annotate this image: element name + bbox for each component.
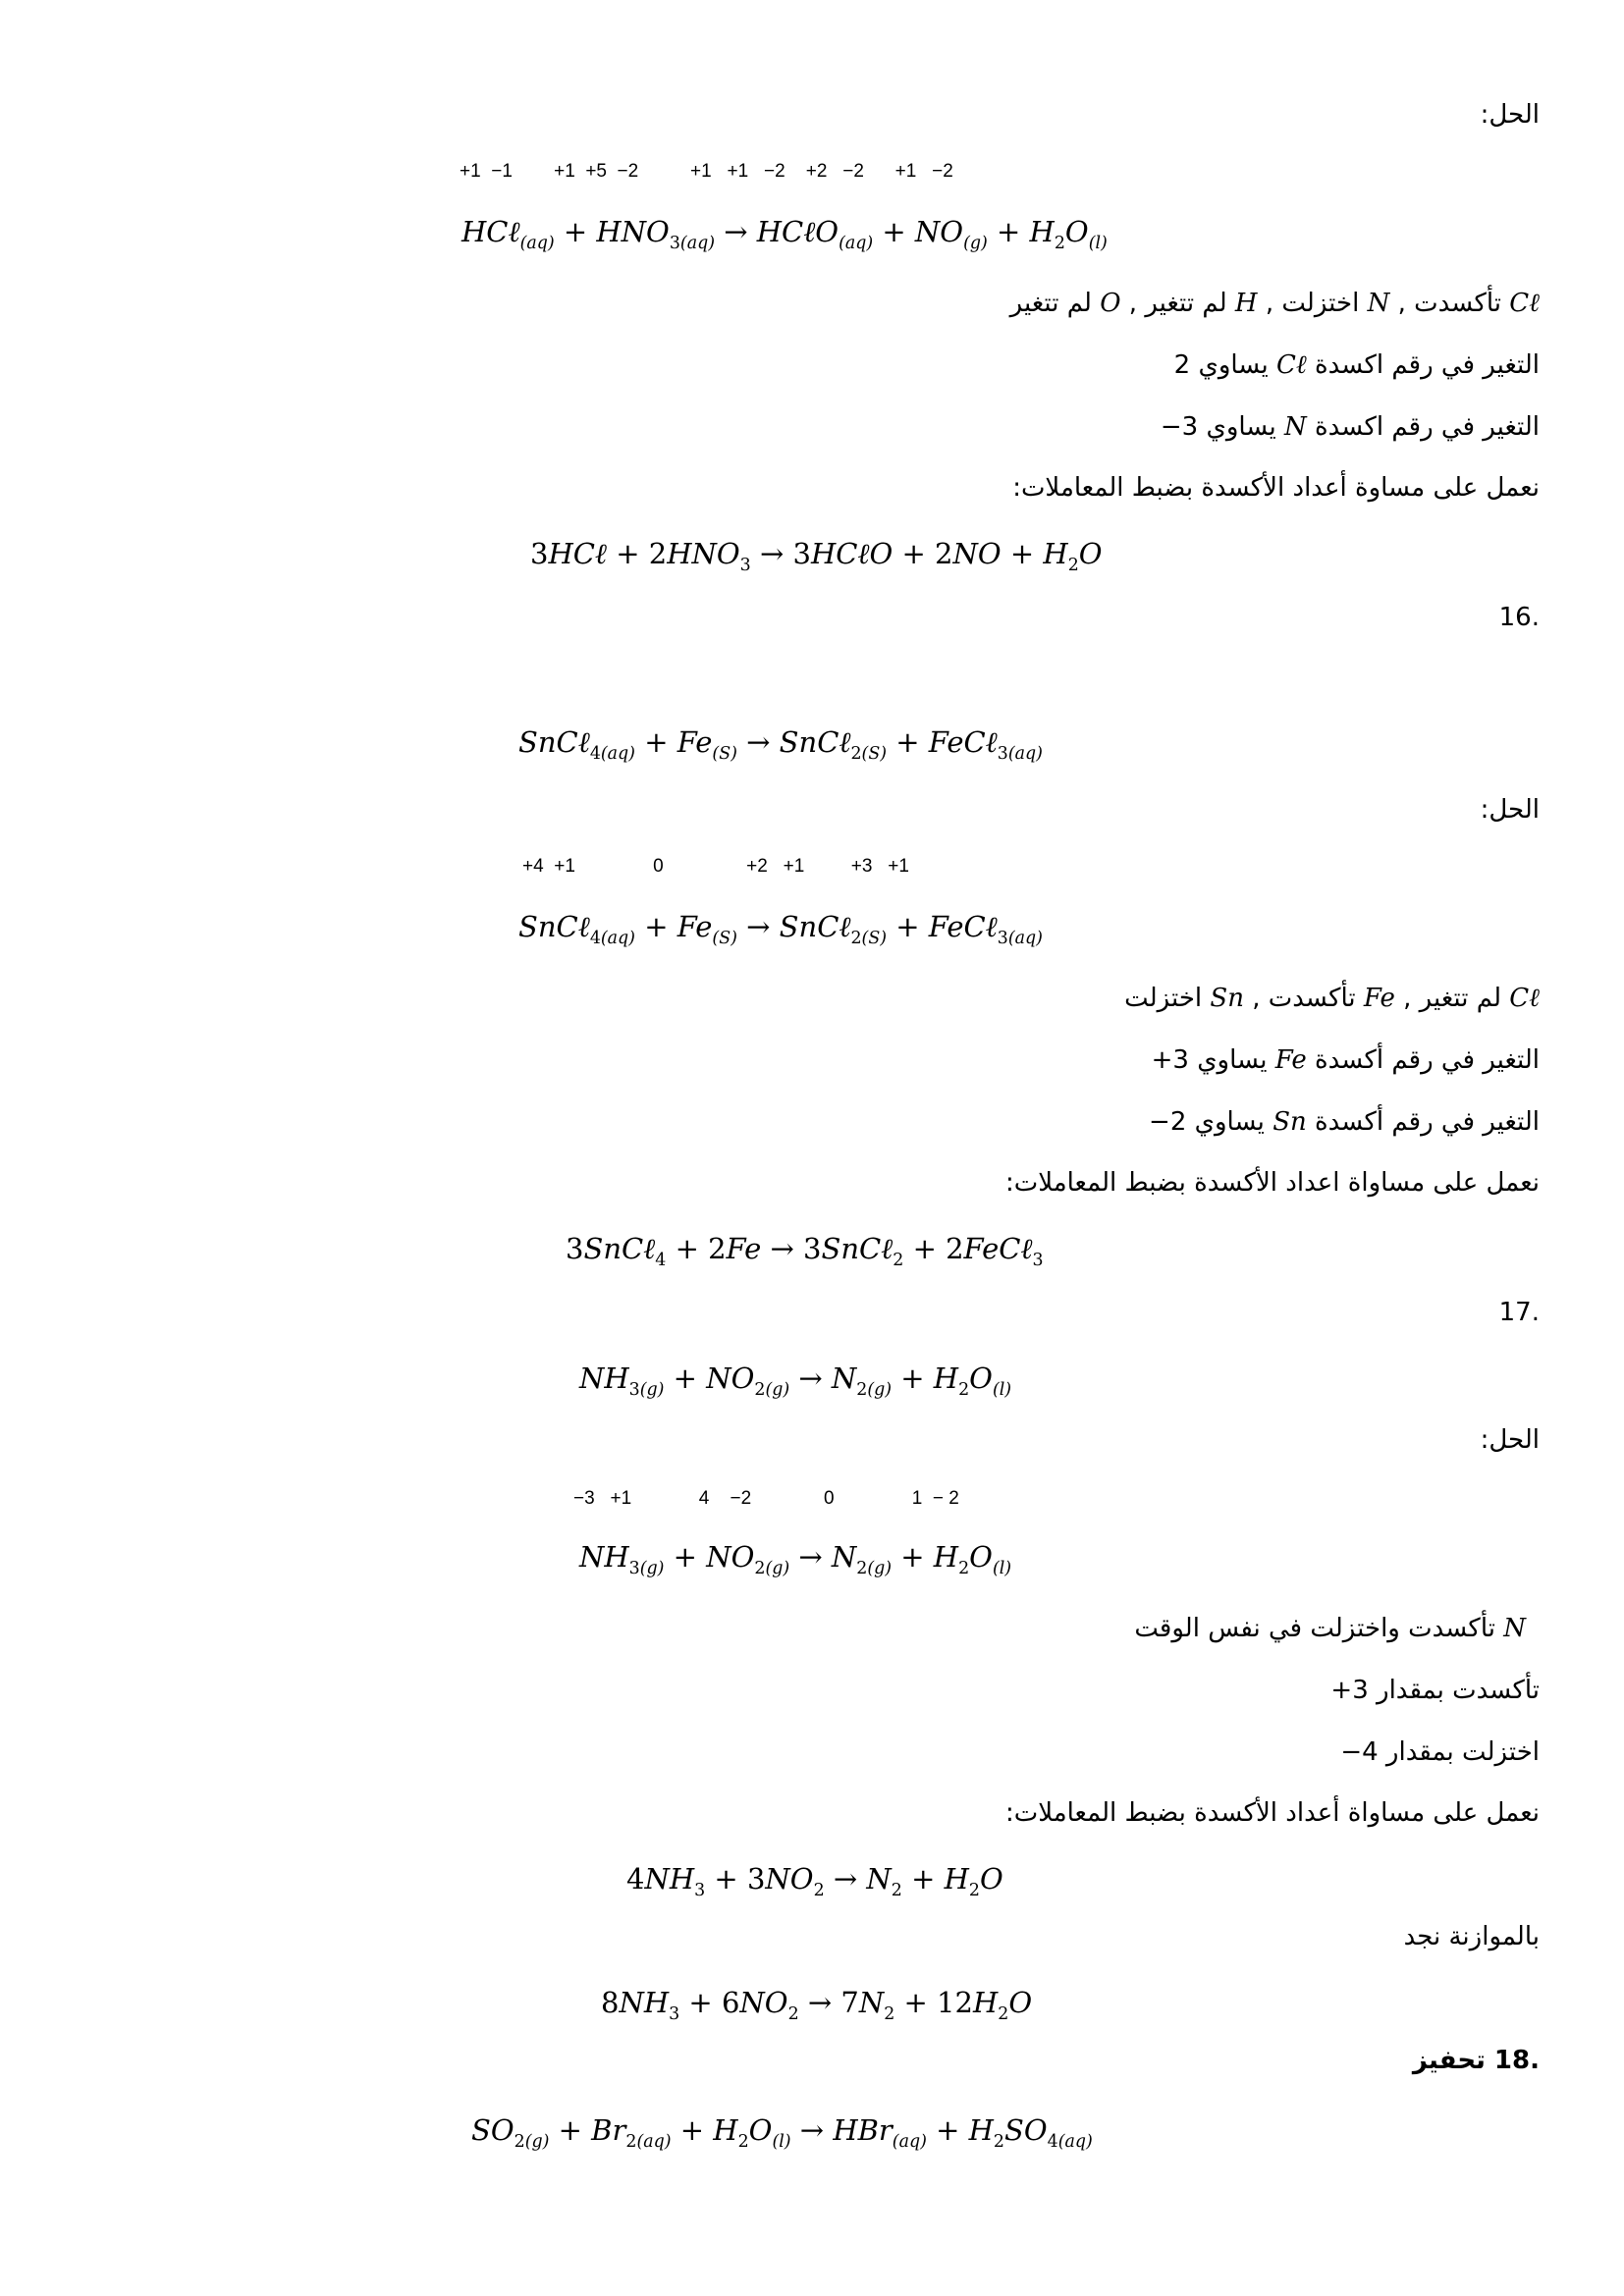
problem-number-17: .17 bbox=[1498, 1298, 1540, 1327]
oxidation-numbers-16: +4 +1 0 +2 +1 +3 +1 bbox=[522, 856, 909, 877]
summary-15: Cℓ تأكسدت , N اختزلت , H لم تتغير , O لم تتغير bbox=[1009, 289, 1540, 318]
solution-label-17: الحل: bbox=[1480, 1425, 1540, 1455]
equation-17: $NH_{3(g)} + NO_{2(g)} \to N_{2(g)} + H_2O_{(l)}$ bbox=[579, 1362, 1012, 1400]
equation-17-repeat: $NH_{3(g)} + NO_{2(g)} \to N_{2(g)} + H_2O_{(l)}$ bbox=[579, 1540, 1012, 1578]
summary-17: N تأكسدت واختزلت في نفس الوقت bbox=[1134, 1614, 1526, 1643]
by-balancing-17: بالموازنة نجد bbox=[1403, 1922, 1540, 1951]
balance-note-15: نعمل على مساوة أعداد الأكسدة بضبط المعاملات: bbox=[1012, 473, 1540, 503]
oxidized-17: تأكسدت بمقدار 3+ bbox=[1330, 1676, 1540, 1705]
balanced-equation-16: 3SnCℓ$_4$ + 2Fe → 3SnCℓ$_2$ + 2FeCℓ$_3$ bbox=[566, 1232, 1044, 1270]
problem-number-16: .16 bbox=[1498, 603, 1540, 632]
problem-tag-18: تحفيز bbox=[1412, 2046, 1486, 2075]
change-n-15: التغير في رقم اكسدة N يساوي 3− bbox=[1160, 412, 1540, 442]
change-fe-16: التغير في رقم أكسدة Fe يساوي 3+ bbox=[1151, 1045, 1540, 1075]
balance-note-16: نعمل على مساواة اعداد الأكسدة بضبط المعاملات: bbox=[1004, 1168, 1540, 1198]
problem-number-18: .18 bbox=[1493, 2046, 1540, 2075]
balance-note-17: نعمل على مساواة أعداد الأكسدة بضبط المعاملات: bbox=[1004, 1798, 1540, 1828]
equation-18: $SO_{2(g)} + Br_{2(aq)} + H_2O_{(l)} \to HBr_{(aq)} + H_2SO_{4(aq)}$ bbox=[471, 2113, 1093, 2152]
solution-label-15: الحل: bbox=[1480, 100, 1540, 130]
equation-16-repeat: SnCℓ$_{4(aq)}$ + $Fe_{(S)}$ → SnCℓ$_{2(S)}$ + FeCℓ$_{3(aq)}$ bbox=[518, 910, 1043, 948]
oxidation-numbers-15: +1 −1 +1 +5 −2 +1 +1 −2 +2 −2 +1 −2 bbox=[460, 161, 953, 182]
change-cl-15: التغير في رقم اكسدة Cℓ يساوي 2 bbox=[1173, 350, 1540, 380]
change-sn-16: التغير في رقم أكسدة Sn يساوي 2− bbox=[1149, 1107, 1540, 1137]
equation-15: HCℓ$_{(aq)}$ + $HNO_{3(aq)}$ → HCℓO$_{(aq)}$ + $NO_{(g)} + H_2O_{(l)}$ bbox=[461, 215, 1108, 253]
oxidation-numbers-17: −3 +1 4 −2 0 1 − 2 bbox=[573, 1488, 959, 1509]
solution-label-16: الحل: bbox=[1480, 795, 1540, 825]
problem-heading-18 bbox=[1413, 2044, 1540, 2077]
partial-equation-17: $4NH_3 + 3NO_2 \to N_2 + H_2O$ bbox=[626, 1862, 1003, 1900]
summary-16: Cℓ لم تتغير , Fe تأكسدت , Sn اختزلت bbox=[1124, 984, 1540, 1013]
reduced-17: اختزلت بمقدار 4− bbox=[1340, 1737, 1540, 1767]
equation-16: SnCℓ$_{4(aq)}$ + $Fe_{(S)}$ → SnCℓ$_{2(S)}$ + FeCℓ$_{3(aq)}$ bbox=[518, 725, 1043, 764]
balanced-equation-15: 3HCℓ + $2HNO_3$ → 3HCℓO + $2NO + H_2O$ bbox=[530, 537, 1103, 575]
balanced-equation-17: $8NH_3 + 6NO_2 \to 7N_2 + 12H_2O$ bbox=[601, 1986, 1033, 2024]
